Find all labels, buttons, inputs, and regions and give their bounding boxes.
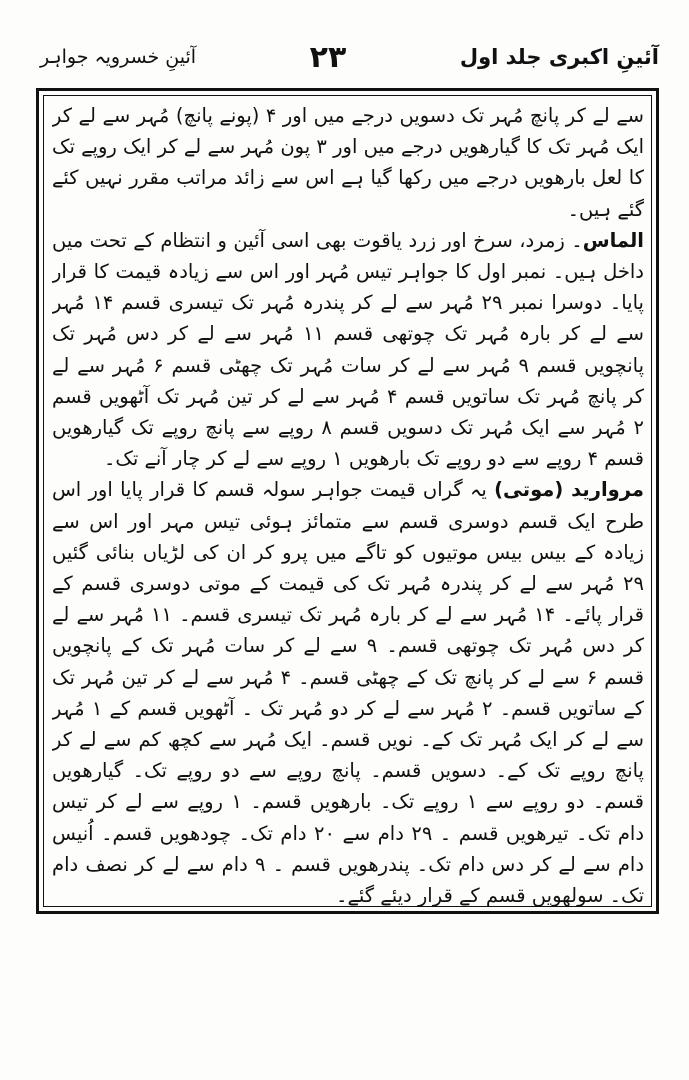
paragraph-text: سے لے کر پانچ مُہر تک دسویں درجے میں اور ۴ (پونے پانچ) مُہر سے لے کر ایک مُہر تک کا گیارھویں درجے میں اور ۳ پون مُہر سے لے کر ایک روپے تک کا لعل بارھویں درجے میں رکھا گیا ہے اس سے زائد مراتب مقرر نہیں کئے گئے ہیں۔ <box>52 104 644 221</box>
body-text <box>52 100 644 920</box>
header-chapter-title: آئینِ خسرویہ جواہر <box>40 46 197 68</box>
paragraph-lead: مروارید (موتی) <box>494 478 644 502</box>
paragraph-lead: الماس <box>582 228 644 252</box>
header-book-title: آئینِ اکبری جلد اول <box>459 45 659 69</box>
page-number: ۲۳ <box>309 39 347 75</box>
paragraph-text: یہ گراں قیمت جواہر سولہ قسم کا قرار پایا اور اس طرح ایک قسم دوسری قسم سے متمائز ہوئی تیس مہر اور اس سے زیادہ کے بیس بیس موتیوں کو تاگے میں پرو کر ان کی لڑیاں بنائی گئیں ۲۹ مُہر سے لے کر پندرہ مُہر تک کی قیمت کے موتی دوسری قسم کے قرار پائے۔ ۱۴ مُہر سے لے کر بارہ مُہر تک تیسری قسم۔ ۱۱ مُہر سے لے کر دس مُہر تک چوتھی قسم۔ ۹ سے لے کر سات مُہر تک کے پانچویں قسم ۶ سے لے کر پانچ تک کے چھٹی قسم۔ ۴ مُہر سے لے کر تین مُہر تک کے ساتویں قسم۔ ۲ مُہر سے لے کر دو مُہر تک ۔ آٹھویں قسم کے ۱ مُہر سے لے کر ایک مُہر تک کے۔ نویں قسم۔ ایک مُہر سے کچھ کم سے لے کر پانچ روپے تک کے۔ دسویں قسم۔ پانچ روپے سے دو روپے تک۔ گیارھویں قسم۔ دو روپے سے ۱ روپے تک۔ بارھویں قسم۔ ۱ روپے سے لے کر تیس دام تک۔ تیرھویں قسم ۔ ۲۹ دام سے ۲۰ دام تک۔ چودھویں قسم۔ اُنیس دام سے لے کر دس دام تک۔ پندرھویں قسم ۔ ۹ دام سے لے کر نصف دام تک۔ سولھویں قسم کے قرار دیئے گئے۔ <box>52 478 644 908</box>
paragraph-pearl <box>52 474 644 911</box>
paragraph-ruby-continuation <box>52 100 644 225</box>
paragraph-diamond <box>52 225 644 475</box>
paragraph-text: ۔ زمرد، سرخ اور زرد یاقوت بھی اسی آئین و انتظام کے تحت میں داخل ہیں۔ نمبر اول کا جواہر تیس مُہر اور اس سے زیادہ قیمت کا قرار پایا۔ دوسرا نمبر ۲۹ مُہر سے لے کر پندرہ مُہر تک تیسری قسم ۱۴ مُہر سے لے کر بارہ مُہر تک چوتھی قسم ۱۱ مُہر سے لے کر دس مُہر تک پانچویں قسم ۹ مُہر سے لے کر سات مُہر تک چھٹی قسم ۶ مُہر سے لے کر پانچ مُہر تک ساتویں قسم ۴ مُہر سے لے کر تین مُہر تک آٹھویں قسم ۲ مُہر سے ایک مُہر تک دسویں قسم ۸ روپے سے پانچ روپے تک گیارھویں قسم ۴ روپے سے دو روپے تک بارھویں ۱ روپے سے لے کر چار آنے تک۔ <box>52 228 644 471</box>
page-header <box>40 32 659 82</box>
